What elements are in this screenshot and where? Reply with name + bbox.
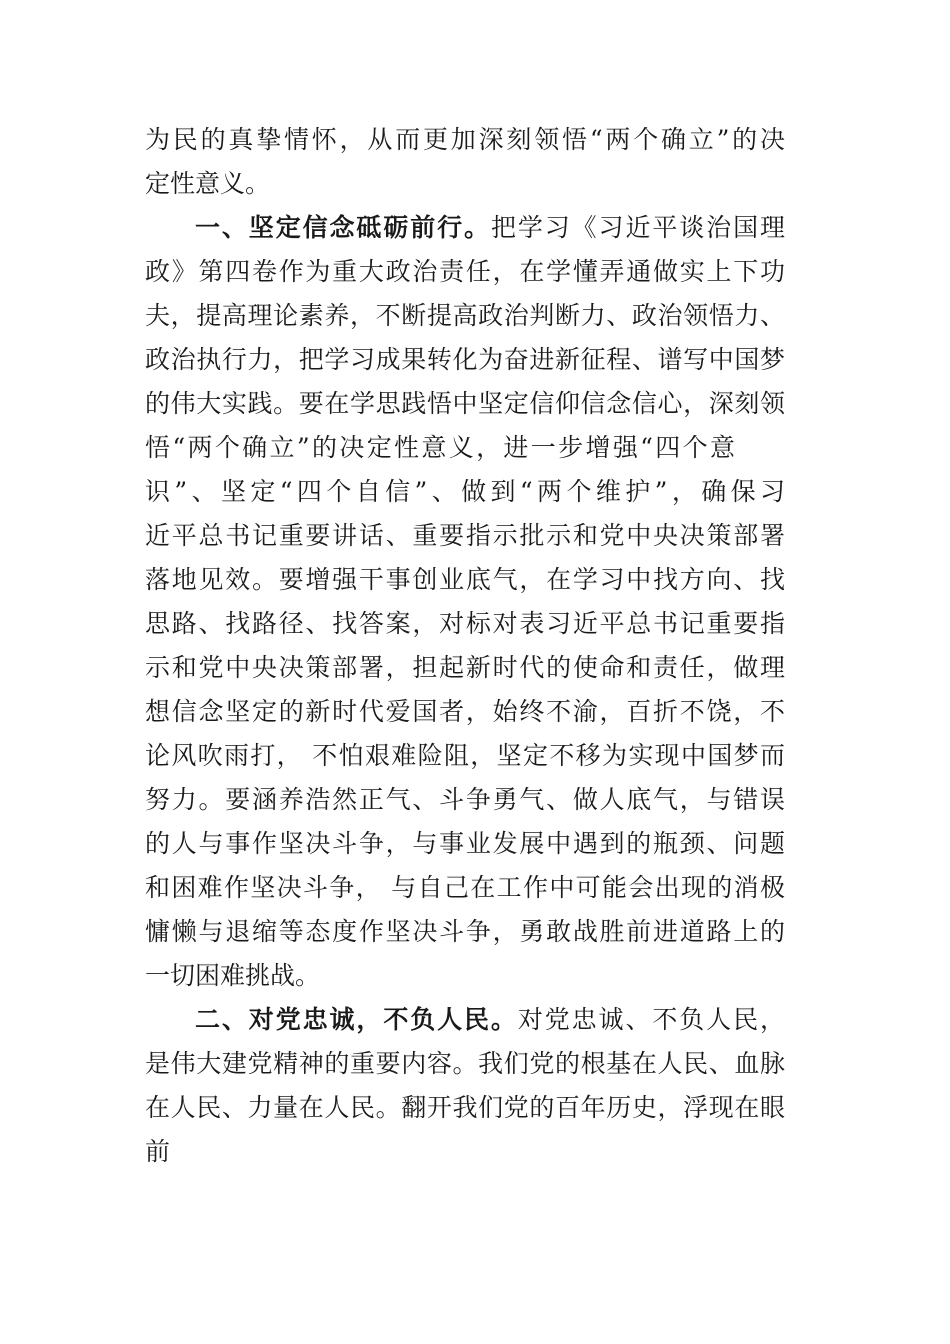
text-line: 是伟大建党精神的重要内容。我们党的根基在人民、血脉: [145, 1049, 785, 1078]
text-line: 一切困难挑战。: [145, 961, 321, 990]
text-line: 识”、坚定“四个自信”、做到“两个维护”，确保习: [145, 477, 785, 506]
text-line: 的伟大实践。要在学思践悟中坚定信仰信念信心，深刻领: [145, 389, 785, 418]
section-heading: 二、对党忠诚，不负人民。: [195, 1005, 518, 1034]
text-line: 慵懒与退缩等态度作坚决斗争，勇敢战胜前进道路上的: [145, 917, 785, 946]
text-line: 论风吹雨打， 不怕艰难险阻，坚定不移为实现中国梦而: [145, 741, 785, 770]
text-line: 为民的真挚情怀，从而更加深刻领悟“两个确立”的决: [145, 125, 785, 154]
section-heading: 一、坚定信念砥砺前行。: [195, 213, 491, 242]
text-line: 在人民、力量在人民。翻开我们党的百年历史，浮现在眼: [145, 1093, 785, 1122]
text-line: 想信念坚定的新时代爱国者，始终不渝，百折不饶，不: [145, 697, 785, 726]
text-line: 示和党中央决策部署，担起新时代的使命和责任，做理: [145, 653, 785, 682]
text-line: 落地见效。要增强干事创业底气，在学习中找方向、找: [145, 565, 785, 594]
text-line: 思路、找路径、找答案，对标对表习近平总书记重要指: [145, 609, 785, 638]
text-line: 和困难作坚决斗争， 与自己在工作中可能会出现的消极: [145, 873, 785, 902]
text-line: 夫，提高理论素养，不断提高政治判断力、政治领悟力、: [145, 301, 785, 330]
text-line: 悟“两个确立”的决定性意义，进一步增强“四个意: [145, 433, 735, 462]
text-span: 把学习《习近平谈治国理: [490, 213, 785, 242]
text-line: 近平总书记重要讲话、重要指示批示和党中央决策部署: [145, 521, 785, 550]
text-line: 政》第四卷作为重大政治责任，在学懂弄通做实上下功: [145, 257, 785, 286]
text-span: 对党忠诚、不负人民，: [517, 1005, 785, 1034]
text-line: 的人与事作坚决斗争，与事业发展中遇到的瓶颈、问题: [145, 829, 785, 858]
text-line: 定性意义。: [145, 169, 271, 198]
section-one-first-line: [195, 208, 785, 248]
section-two-first-line: [195, 1000, 785, 1040]
text-line: 努力。要涵养浩然正气、斗争勇气、做人底气，与错误: [145, 785, 785, 814]
text-line: 前: [145, 1137, 171, 1166]
text-line: 政治执行力，把学习成果转化为奋进新征程、谱写中国梦: [145, 345, 785, 374]
